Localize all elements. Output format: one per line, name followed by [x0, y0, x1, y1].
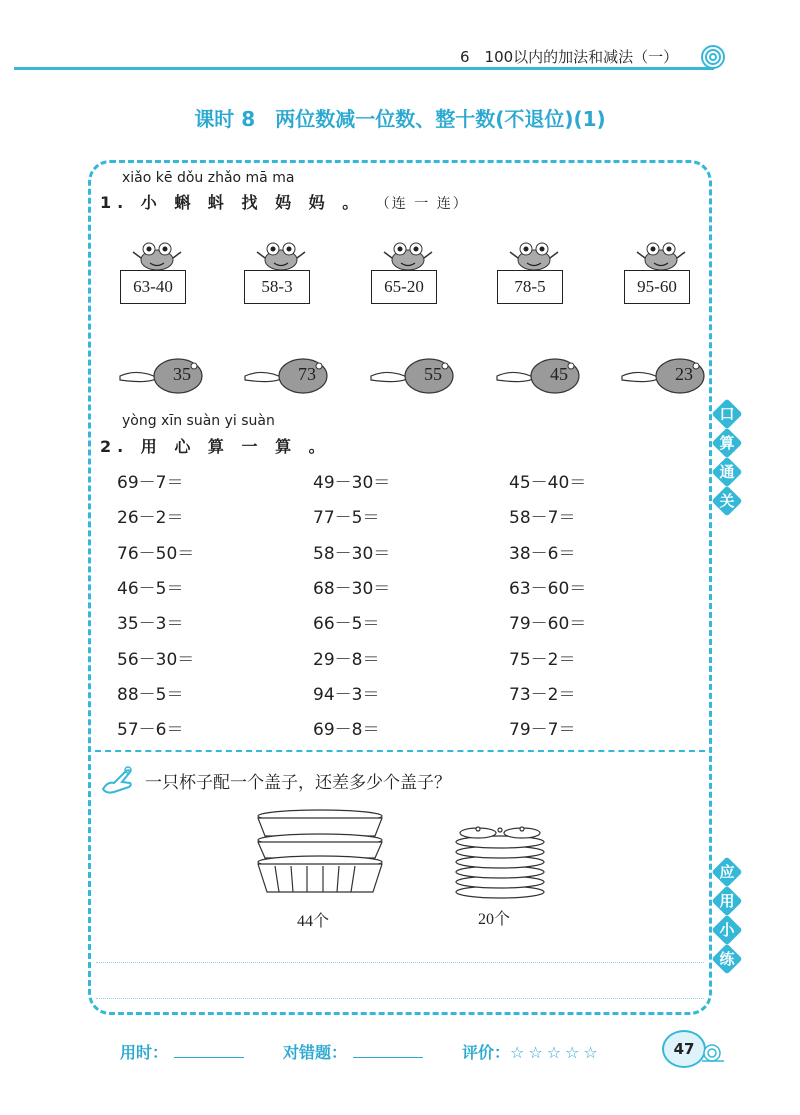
rating-stars[interactable]: ☆☆☆☆☆	[510, 1043, 602, 1062]
side-tag-apply	[713, 887, 743, 917]
arithmetic-problem[interactable]: 76－50＝	[117, 544, 195, 564]
arithmetic-problem[interactable]: 75－2＝	[509, 650, 576, 670]
frog-card[interactable]	[371, 240, 451, 310]
arithmetic-problem[interactable]: 38－6＝	[509, 544, 576, 564]
tadpole-number: 23	[675, 364, 693, 384]
lids-count-label: 20个	[478, 911, 511, 928]
arithmetic-problem[interactable]: 79－60＝	[509, 614, 587, 634]
tadpole-number: 35	[173, 364, 191, 384]
tadpole-card[interactable]	[495, 354, 585, 400]
tadpole-number: 45	[550, 364, 568, 384]
q1-note: （连 一 连）	[375, 196, 469, 212]
tadpole-card[interactable]	[118, 354, 208, 400]
side-tag-char: 用	[719, 892, 735, 910]
arithmetic-problem[interactable]: 63－60＝	[509, 579, 587, 599]
tadpole-number: 73	[298, 364, 316, 384]
frog-expression: 58-3	[244, 270, 310, 304]
errors-label: 对错题：	[283, 1043, 348, 1062]
side-tag-char: 通	[719, 463, 735, 481]
frog-expression: 65-20	[371, 270, 437, 304]
side-tag-apply	[713, 858, 743, 888]
side-tag-char: 应	[719, 863, 735, 881]
errors-field	[283, 1040, 423, 1063]
arithmetic-problem[interactable]: 49－30＝	[313, 473, 391, 493]
tadpole-card[interactable]	[243, 354, 333, 400]
arithmetic-problem[interactable]: 45－40＝	[509, 473, 587, 493]
answer-line	[96, 998, 704, 999]
side-tag-char: 算	[719, 434, 735, 452]
application-question: 一只杯子配一个盖子，还差多少个盖子？	[145, 773, 451, 793]
frog-expression: 95-60	[624, 270, 690, 304]
side-tag-char: 小	[719, 921, 735, 939]
arithmetic-problem[interactable]: 88－5＝	[117, 685, 184, 705]
frog-card[interactable]	[624, 240, 704, 310]
tadpole-card[interactable]	[620, 354, 710, 400]
q1-title	[100, 190, 469, 213]
side-tag-char: 口	[719, 405, 735, 423]
arithmetic-problem[interactable]: 58－30＝	[313, 544, 391, 564]
arithmetic-problem[interactable]: 26－2＝	[117, 508, 184, 528]
arithmetic-problem[interactable]: 77－5＝	[313, 508, 380, 528]
side-tag-calc	[713, 429, 743, 459]
arithmetic-problem[interactable]: 94－3＝	[313, 685, 380, 705]
time-field	[120, 1040, 244, 1063]
frog-expression: 78-5	[497, 270, 563, 304]
side-tag-char: 练	[719, 950, 735, 968]
arithmetic-problem[interactable]: 66－5＝	[313, 614, 380, 634]
arithmetic-problem[interactable]: 58－7＝	[509, 508, 576, 528]
frog-icon	[636, 240, 686, 274]
arithmetic-problem[interactable]: 69－7＝	[117, 473, 184, 493]
errors-blank[interactable]	[353, 1057, 423, 1058]
lids-stack-illustration	[452, 826, 548, 900]
frog-icon	[132, 240, 182, 274]
side-tag-apply	[713, 945, 743, 975]
rating-field	[462, 1040, 602, 1063]
side-tag-calc	[713, 400, 743, 430]
q2-pinyin: yòng xīn suàn yi suàn	[122, 413, 275, 429]
chapter-title: 6 100以内的加法和减法（一）	[460, 48, 679, 66]
frog-card[interactable]	[497, 240, 577, 310]
side-tag-char: 关	[719, 492, 735, 510]
q1-title-text: 1. 小 蝌 蚪 找 妈 妈 。	[100, 193, 365, 212]
arithmetic-problem[interactable]: 68－30＝	[313, 579, 391, 599]
frog-icon	[509, 240, 559, 274]
q2-title: 2. 用 心 算 一 算 。	[100, 437, 331, 456]
answer-line	[96, 962, 704, 963]
frog-expression: 63-40	[120, 270, 186, 304]
frog-card[interactable]	[244, 240, 324, 310]
arithmetic-problem[interactable]: 73－2＝	[509, 685, 576, 705]
arithmetic-problem[interactable]: 46－5＝	[117, 579, 184, 599]
tadpole-number: 55	[424, 364, 442, 384]
arithmetic-problem[interactable]: 56－30＝	[117, 650, 195, 670]
time-blank[interactable]	[174, 1057, 244, 1058]
section-divider	[95, 750, 705, 752]
rating-label: 评价：	[462, 1043, 511, 1062]
side-tag-calc	[713, 487, 743, 517]
arithmetic-problem[interactable]: 57－6＝	[117, 720, 184, 740]
frog-icon	[256, 240, 306, 274]
lesson-title: 课时 8 两位数减一位数、整十数(不退位)(1)	[194, 107, 606, 131]
cups-stack-illustration	[255, 808, 390, 900]
arithmetic-problem[interactable]: 69－8＝	[313, 720, 380, 740]
pointing-hand-icon	[100, 765, 136, 795]
arithmetic-problem[interactable]: 35－3＝	[117, 614, 184, 634]
page-number: 47	[662, 1030, 706, 1068]
side-tag-calc	[713, 458, 743, 488]
q1-pinyin: xiǎo kē dǒu zhǎo mā ma	[122, 170, 295, 186]
frog-icon	[383, 240, 433, 274]
arithmetic-problem[interactable]: 79－7＝	[509, 720, 576, 740]
frog-card[interactable]	[120, 240, 200, 310]
cups-count-label: 44个	[297, 913, 330, 930]
snail-icon	[700, 1040, 726, 1064]
time-label: 用时：	[120, 1043, 169, 1062]
tadpole-card[interactable]	[369, 354, 459, 400]
side-tag-apply	[713, 916, 743, 946]
arithmetic-problem[interactable]: 29－8＝	[313, 650, 380, 670]
header-divider	[14, 67, 714, 70]
